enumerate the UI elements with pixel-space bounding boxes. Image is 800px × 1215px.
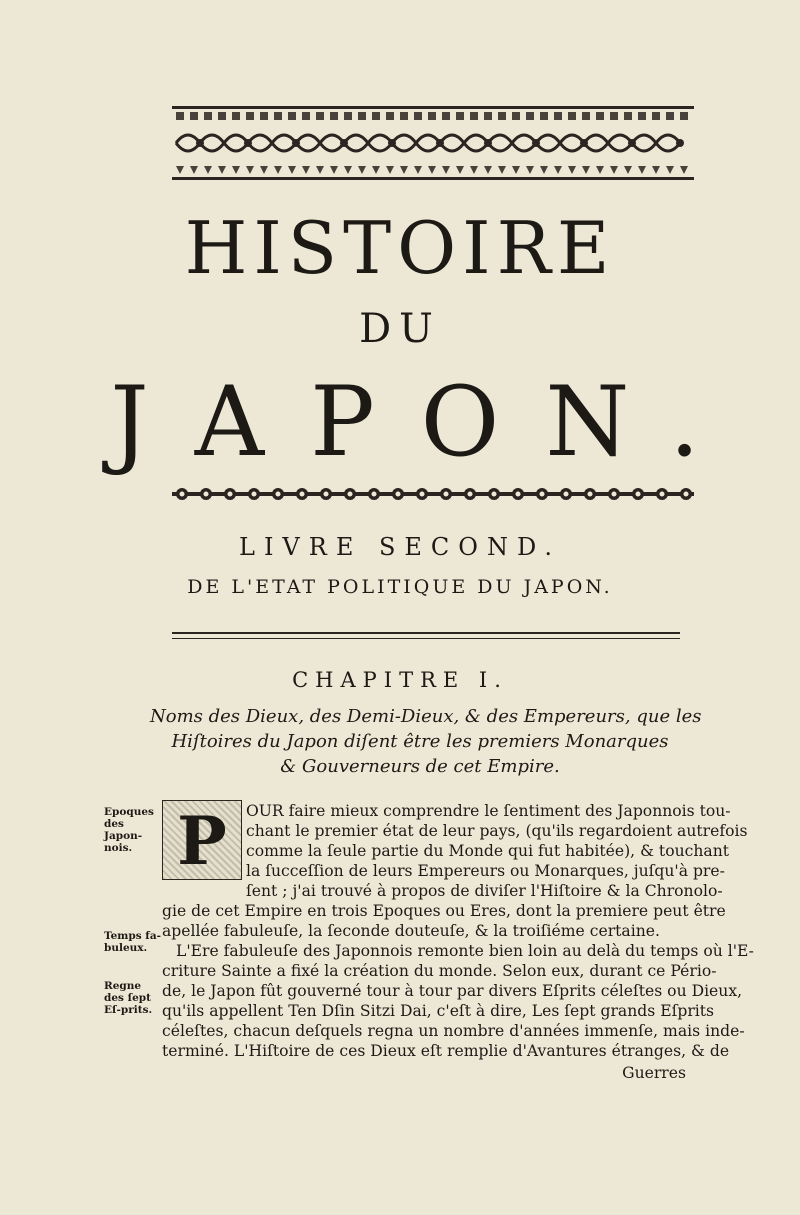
body-text-line: de, le Japon fût gouverné tour à tour par divers Eſprits céleſtes ou Dieux, — [162, 982, 743, 1000]
margin-note-epoques: Epoques des Japon-nois. — [104, 806, 154, 854]
ornamental-rule — [172, 484, 694, 504]
chapter-summary-line: Hiſtoires du Japon diſent être les premiers Monarques — [171, 731, 669, 752]
body-text-line: criture Sainte a fixé la création du monde. Selon eux, durant ce Pério- — [162, 962, 717, 980]
chapter-summary — [150, 704, 702, 779]
body-text-line: L'Ere fabuleuſe des Japonnois remonte bien loin au delà du temps où l'E- — [176, 942, 754, 960]
body-text-line: apellée fabuleuſe, la ſeconde douteuſe, & la troiſiéme certaine. — [162, 922, 660, 940]
headpiece-ornament — [172, 104, 694, 182]
chapter-summary-line: Noms des Dieux, des Demi-Dieux, & des Empereurs, que les — [150, 706, 702, 727]
double-rule-divider — [172, 632, 680, 639]
margin-note-temps: Temps fa-buleux. — [104, 930, 161, 954]
body-text-line: gie de cet Empire en trois Epoques ou Eres, dont la premiere peut être — [162, 902, 726, 920]
catchword: Guerres — [622, 1064, 686, 1082]
body-text-line: terminé. L'Hiſtoire de ces Dieux eſt remplie d'Avantures étranges, & de — [162, 1042, 730, 1060]
body-text-line: chant le premier état de leur pays, (qu'ils regardoient autrefois — [246, 822, 748, 840]
margin-note-regne: Regne des ſept Eſ-prits. — [104, 980, 153, 1016]
book-heading: LIVRE SECOND. — [239, 533, 561, 561]
title-country: JAPON. — [110, 366, 746, 478]
body-text-line: comme la ſeule partie du Monde qui fut habitée), & touchant — [246, 842, 730, 860]
body-text-line: ſent ; j'ai trouvé à propos de diviſer l'Hiſtoire & la Chronolo- — [246, 882, 723, 900]
drop-cap — [162, 800, 242, 880]
chapter-heading: CHAPITRE I. — [292, 668, 508, 692]
body-text-line: OUR faire mieux comprendre le ſentiment des Japonnois tou- — [246, 802, 731, 820]
body-text-line: la ſucceſſion de leurs Empereurs ou Monarques, juſqu'à pre- — [246, 862, 725, 880]
chapter-summary-line: & Gouverneurs de cet Empire. — [280, 756, 560, 777]
title-connector: DU — [359, 306, 441, 352]
book-subject: DE L'ETAT POLITIQUE DU JAPON. — [187, 576, 613, 598]
body-text-line: céleſtes, chacun deſquels regna un nombre d'années immenſe, mais inde- — [162, 1022, 745, 1040]
body-text-line: qu'ils appellent Ten Dſin Sitzi Dai, c'eſt à dire, Les ſept grands Eſprits — [162, 1002, 715, 1020]
drop-cap-letter: P — [177, 802, 227, 880]
page-title: HISTOIRE — [184, 206, 616, 290]
